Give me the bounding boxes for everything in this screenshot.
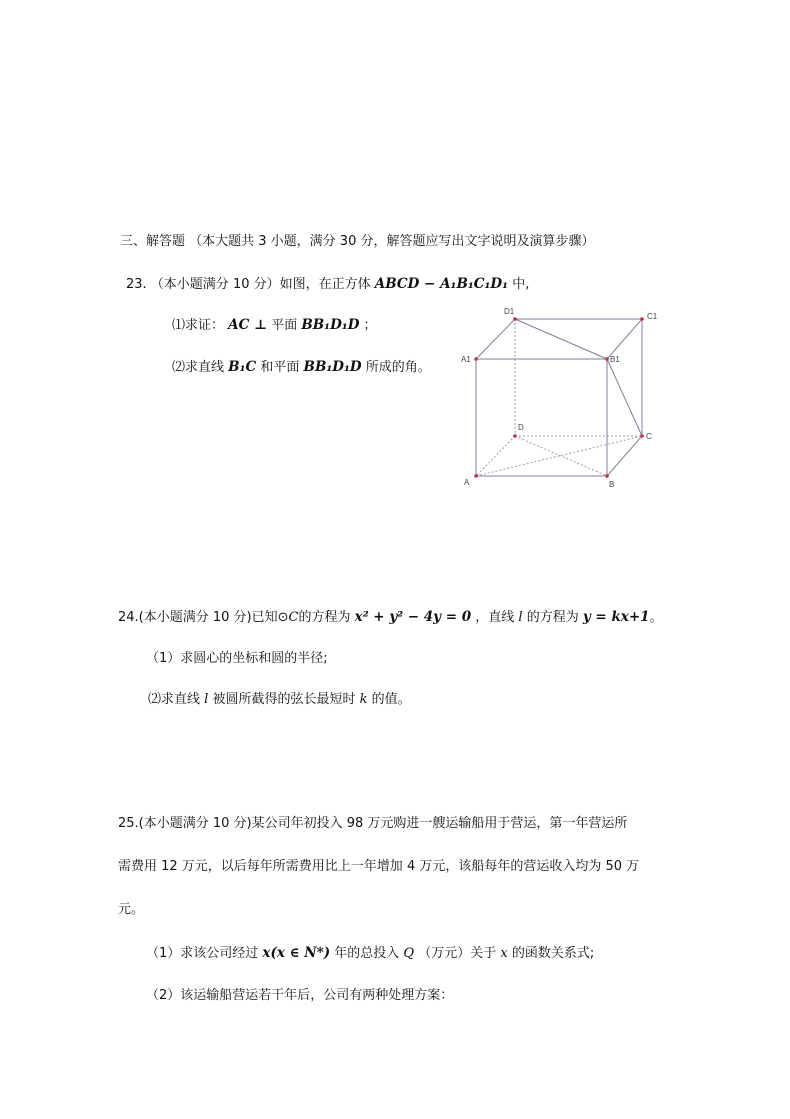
vertex-c1-point [640, 317, 644, 321]
vertex-label-c1: C1 [647, 312, 658, 321]
q25-intro-line1: 25.(本小题满分 10 分)某公司年初投入 98 万元购进一艘运输船用于营运，第一年营运所 [118, 816, 628, 831]
vertex-c-point [640, 434, 644, 438]
edge-d-a [476, 436, 515, 476]
vertex-d1-point [513, 317, 517, 321]
vertex-label-b1: B1 [610, 355, 620, 364]
vertex-label-a1: A1 [461, 355, 471, 364]
q25-part2: （2）该运输船营运若干年后，公司有两种处理方案： [146, 988, 454, 1003]
diag-d-b [515, 436, 607, 476]
line-equation: y = kx+1 [582, 609, 650, 625]
q24-part1: （1）求圆心的坐标和圆的半径; [146, 651, 328, 666]
section-heading: 三、解答题 （本大题共 3 小题，满分 30 分，解答题应写出文字说明及演算步骤） [120, 234, 595, 249]
vertex-label-d1: D1 [504, 307, 515, 316]
q25-intro-line2: 需费用 12 万元，以后每年所需费用比上一年增加 4 万元，该船每年的营运收入均为 50 万 [118, 859, 640, 874]
diag-a-c [476, 436, 642, 476]
vertex-b1-point [605, 357, 609, 361]
vertex-label-a: A [464, 478, 470, 487]
diag-d1-b1 [515, 319, 607, 359]
edge-d1-a1 [476, 319, 515, 359]
vertex-label-d: D [518, 423, 524, 432]
cube-name: ABCD − A₁B₁C₁D₁ [374, 276, 509, 292]
q25-part1: （1）求该公司经过 x(x ∈ N*) 年的总投入 Q （万元）关于 x 的函数关系式; [146, 945, 595, 961]
cube-figure [455, 305, 670, 490]
edge-c1-b1 [607, 319, 642, 359]
q23-part1: ⑴求证： AC ⊥ 平面 BB₁D₁D ； [172, 317, 377, 333]
q23-intro: 23. （本小题满分 10 分）如图，在正方体 ABCD − A₁B₁C₁D₁ 中, [126, 276, 530, 292]
vertex-label-b: B [609, 480, 615, 489]
vertex-a-point [474, 474, 478, 478]
q25-intro-line3: 元。 [118, 902, 145, 917]
edge-b-c [607, 436, 642, 476]
diag-b1-c [607, 359, 642, 436]
vertex-b-point [605, 474, 609, 478]
q23-part2: ⑵求直线 B₁C 和平面 BB₁D₁D 所成的角。 [172, 359, 431, 375]
q24-part2: ⑵求直线 l 被圆所截得的弦长最短时 k 的值。 [148, 692, 411, 707]
circle-equation: x² + y² − 4y = 0 [354, 609, 472, 625]
vertex-d-point [513, 434, 517, 438]
vertex-label-c: C [646, 432, 652, 441]
q24-intro: 24.(本小题满分 10 分)已知⊙C的方程为 x² + y² − 4y = 0 ，直线 l 的方程为 y = kx+1。 [118, 609, 663, 625]
vertex-a1-point [474, 357, 478, 361]
